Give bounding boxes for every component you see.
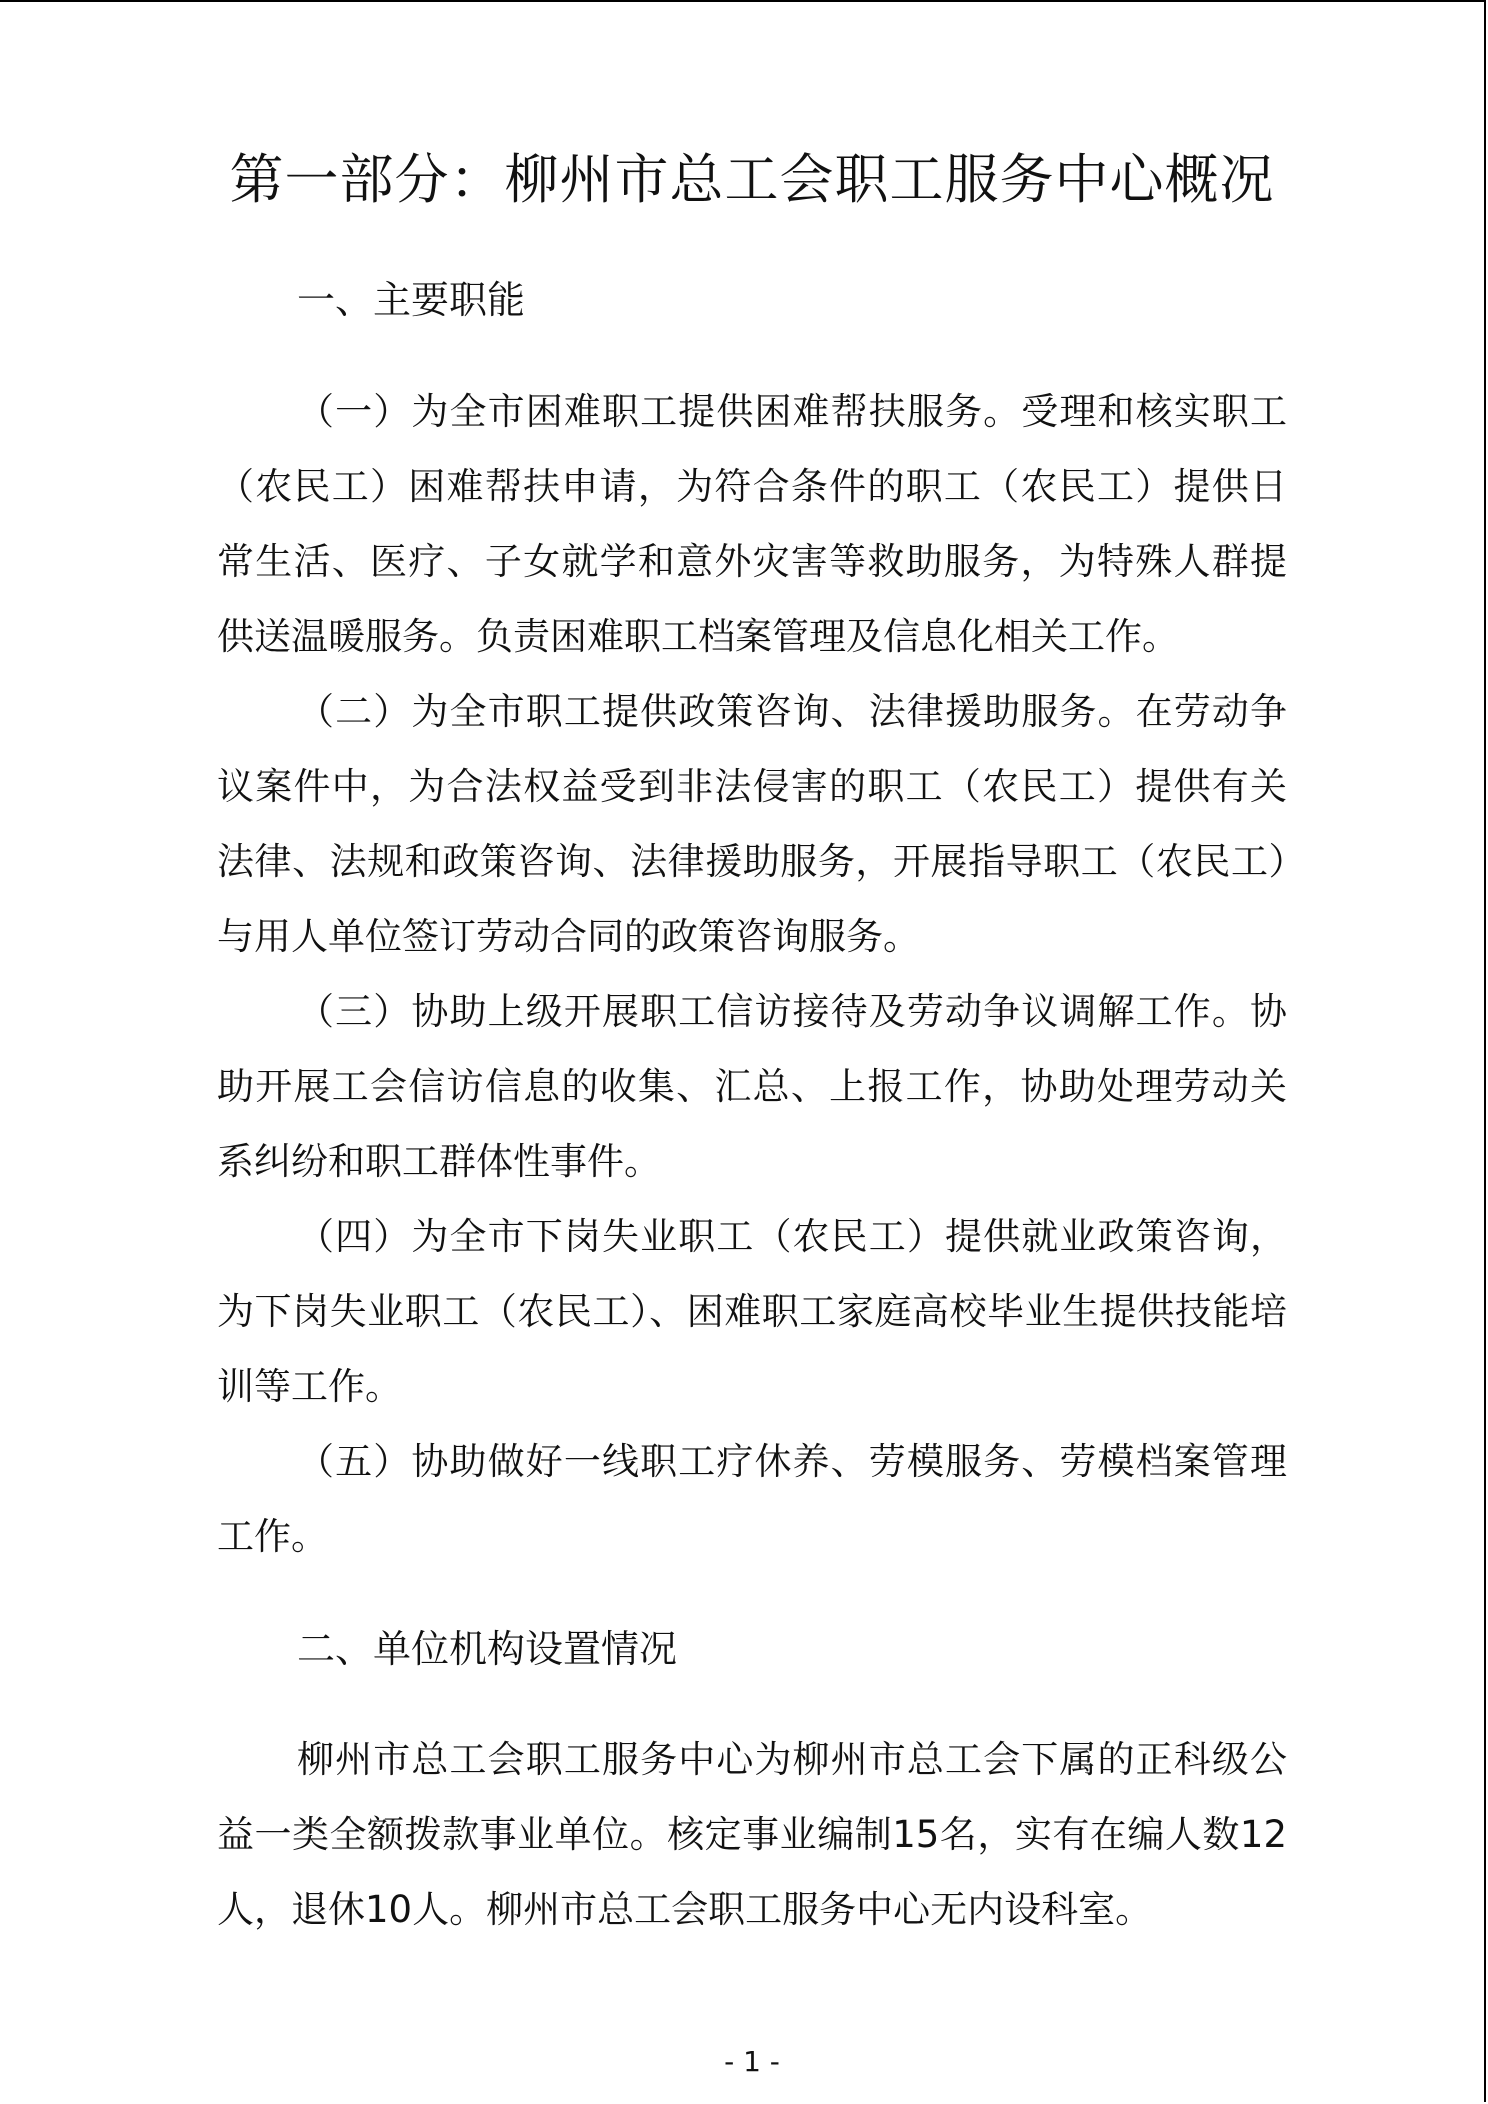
page-number: - 1 - bbox=[724, 2045, 780, 2078]
page-title: 第一部分：柳州市总工会职工服务中心概况 bbox=[229, 148, 1275, 211]
section-heading-main-functions: 一、主要职能 bbox=[297, 278, 526, 322]
function-item-4: （四）为全市下岗失业职工（农民工）提供就业政策咨询，为下岗失业职工（农民工）、困难职工家庭高校毕业生提供技能培训等工作。 bbox=[217, 1215, 1287, 1408]
section-heading-organization: 二、单位机构设置情况 bbox=[297, 1627, 678, 1671]
organization-paragraph: 柳州市总工会职工服务中心为柳州市总工会下属的正科级公益一类全额拨款事业单位。核定事业编制15名，实有在编人数12人，退休10人。柳州市总工会职工服务中心无内设科室。 bbox=[217, 1738, 1287, 1931]
function-item-1: （一）为全市困难职工提供困难帮扶服务。受理和核实职工（农民工）困难帮扶申请，为符合条件的职工（农民工）提供日常生活、医疗、子女就学和意外灾害等救助服务，为特殊人群提供送温暖服务。负责困难职工档案管理及信息化相关工作。 bbox=[217, 390, 1287, 658]
function-item-5: （五）协助做好一线职工疗休养、劳模服务、劳模档案管理工作。 bbox=[217, 1440, 1287, 1558]
function-item-2: （二）为全市职工提供政策咨询、法律援助服务。在劳动争议案件中，为合法权益受到非法侵害的职工（农民工）提供有关法律、法规和政策咨询、法律援助服务，开展指导职工（农民工）与用人单位签订劳动合同的政策咨询服务。 bbox=[217, 690, 1287, 958]
function-item-3: （三）协助上级开展职工信访接待及劳动争议调解工作。协助开展工会信访信息的收集、汇总、上报工作，协助处理劳动关系纠纷和职工群体性事件。 bbox=[217, 990, 1287, 1183]
